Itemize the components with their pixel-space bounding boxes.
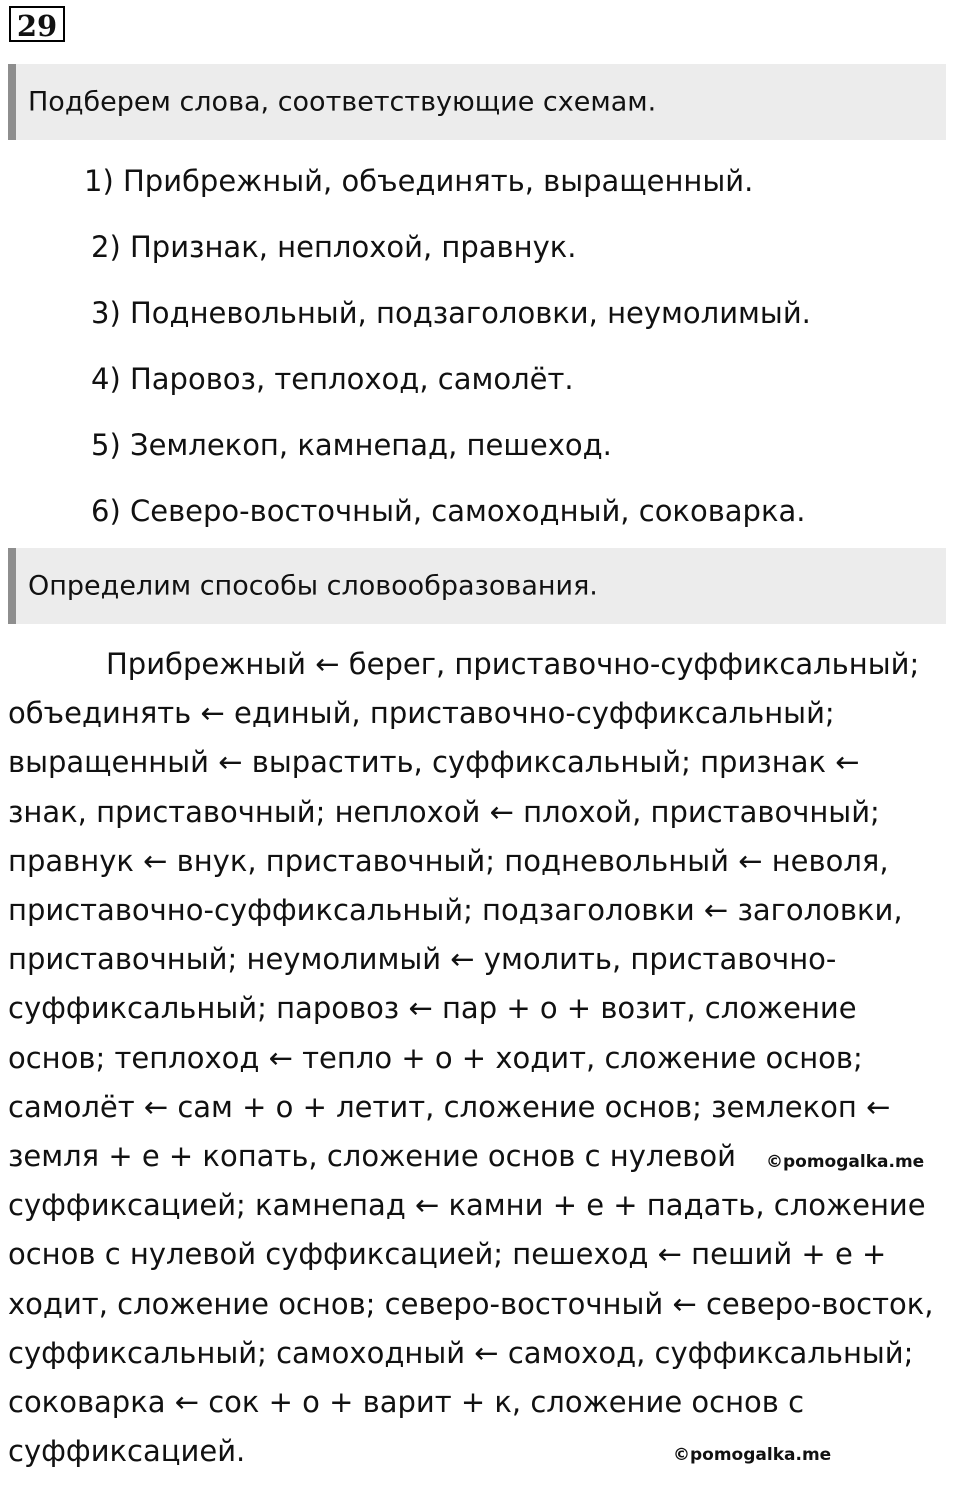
list-item: 3) Подневольный, подзаголовки, неумолимый. xyxy=(91,296,811,330)
analysis-line: суффиксацией. xyxy=(8,1434,246,1469)
analysis-line: соковарка ← сок + о + варит + к, сложение основ с xyxy=(8,1385,805,1420)
analysis-line: выращенный ← вырастить, суффиксальный; признак ← xyxy=(8,745,860,780)
section-heading-1 xyxy=(8,64,946,140)
section-heading-2-text: Определим способы словообразования. xyxy=(28,570,598,602)
list-item: 6) Северо-восточный, самоходный, соковарка. xyxy=(91,494,806,528)
watermark: ©pomogalka.me xyxy=(673,1445,832,1465)
analysis-line: ходит, сложение основ; северо-восточный ← северо-восток, xyxy=(8,1286,934,1321)
list-item: 1) Прибрежный, объединять, выращенный. xyxy=(84,164,754,198)
analysis-line: Прибрежный ← берег, приставочно-суффиксальный; xyxy=(106,647,920,681)
analysis-line: приставочный; неумолимый ← умолить, приставочно- xyxy=(8,942,837,977)
analysis-line: суффиксацией; камнепад ← камни + е + падать, сложение xyxy=(8,1188,926,1223)
analysis-line: основ; теплоход ← тепло + о + ходит, сложение основ; xyxy=(8,1040,863,1075)
analysis-line: суффиксальный; самоходный ← самоход, суффиксальный; xyxy=(8,1335,914,1370)
analysis-line: суффиксальный; паровоз ← пар + о + возит, сложение xyxy=(8,991,857,1026)
analysis-line: знак, приставочный; неплохой ← плохой, приставочный; xyxy=(8,794,880,829)
analysis-line: объединять ← единый, приставочно-суффиксальный; xyxy=(8,696,835,731)
word-formation-analysis xyxy=(8,640,952,1476)
watermark: ©pomogalka.me xyxy=(766,1152,925,1172)
task-number: 29 xyxy=(9,6,65,42)
section-heading-2 xyxy=(8,548,946,624)
analysis-line: приставочно-суффиксальный; подзаголовки ← заголовки, xyxy=(8,893,903,928)
list-item: 5) Землекоп, камнепад, пешеход. xyxy=(91,428,612,462)
analysis-line: земля + е + копать, сложение основ с нулевой xyxy=(8,1139,736,1174)
section-heading-1-text: Подберем слова, соответствующие схемам. xyxy=(28,86,657,118)
analysis-line: самолёт ← сам + о + летит, сложение основ; землекоп ← xyxy=(8,1089,891,1124)
analysis-line: правнук ← внук, приставочный; подневольный ← неволя, xyxy=(8,843,889,878)
analysis-line: основ с нулевой суффиксацией; пешеход ← пеший + е + xyxy=(8,1237,887,1272)
list-item: 4) Паровоз, теплоход, самолёт. xyxy=(91,362,574,396)
list-item: 2) Признак, неплохой, правнук. xyxy=(91,230,577,264)
